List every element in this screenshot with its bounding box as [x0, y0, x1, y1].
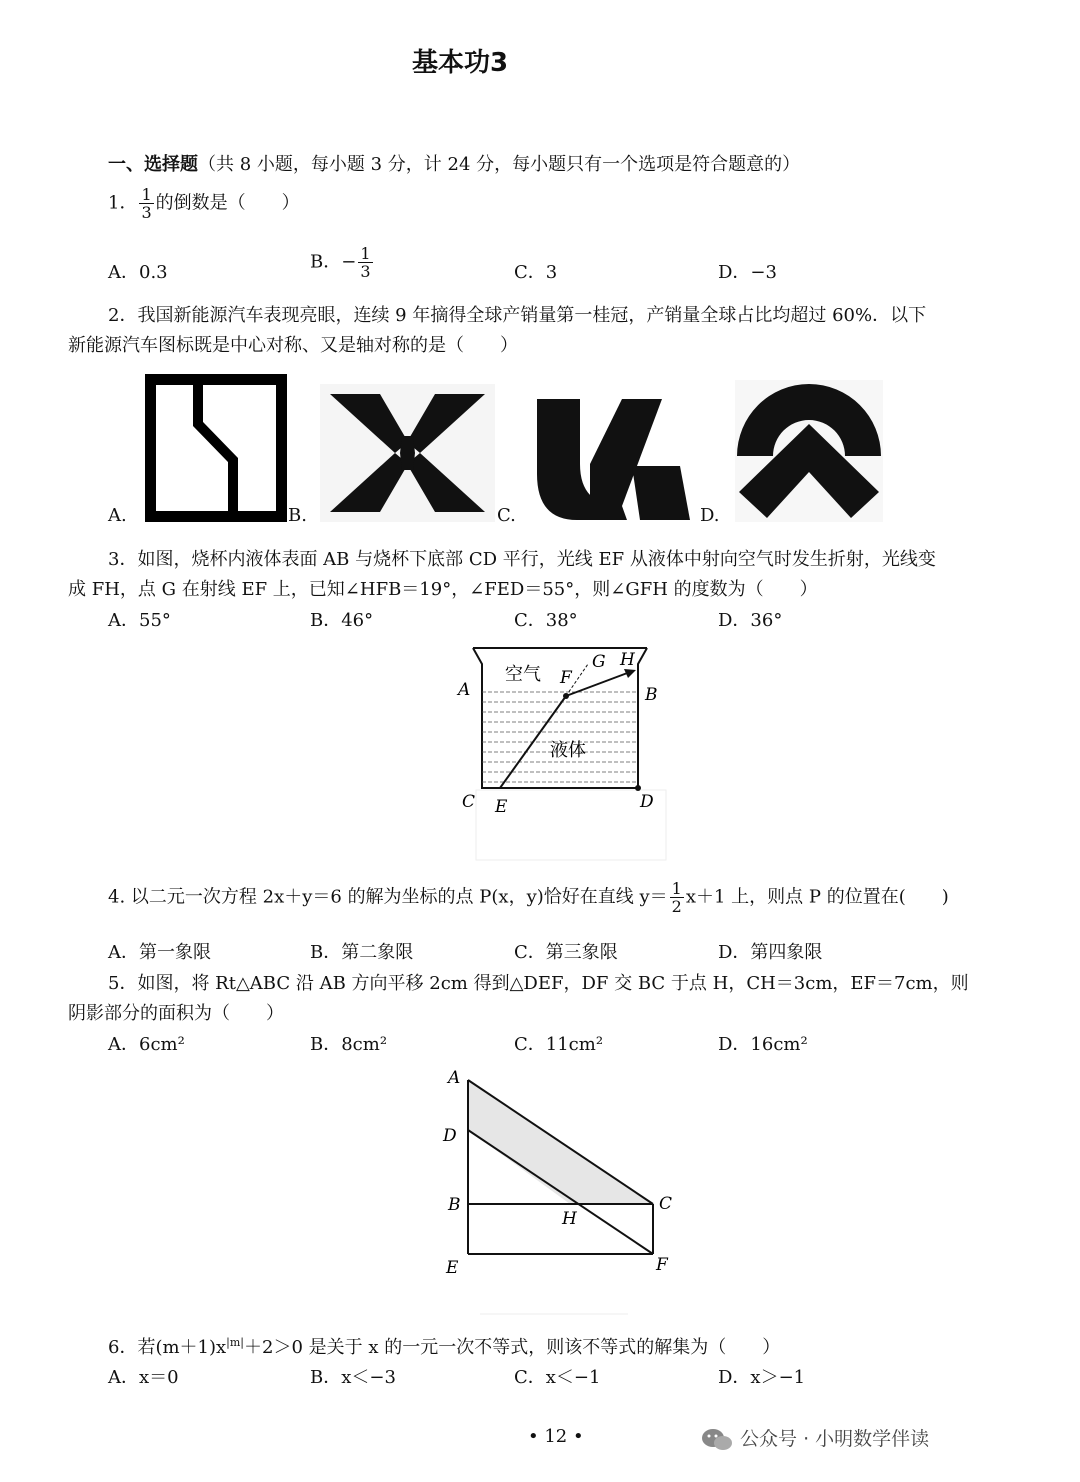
point-f: F: [560, 668, 572, 688]
page-title: 基本功3: [412, 48, 509, 78]
q1-text: 的倒数是（ ）: [155, 192, 300, 214]
watermark: [700, 1424, 929, 1454]
watermark-text: 公众号 · 小明数学伴读: [740, 1428, 930, 1450]
q6-option-b: B．x＜−3: [310, 1367, 396, 1388]
logo-b-image: [320, 384, 495, 522]
q4-text-a: 4. 以二元一次方程 2x＋y＝6 的解为坐标的点 P(x，y)恰好在直线 y＝: [108, 886, 668, 908]
q3-option-a: A．55°: [108, 610, 171, 631]
q1-option-b-num: 1: [360, 244, 371, 263]
logo-a-image: [145, 374, 287, 522]
section-note: （共 8 小题，每小题 3 分，计 24 分，每小题只有一个选项是符合题意的）: [198, 154, 801, 175]
q4-option-b: B．第二象限: [310, 942, 414, 963]
q6-option-d: D．x＞−1: [718, 1367, 806, 1388]
logo-c-image: [532, 394, 697, 522]
q1-option-b-fraction: [358, 245, 372, 280]
q1-option-c: C．3: [514, 262, 558, 283]
q3-option-c: C．38°: [514, 610, 578, 631]
q1-option-a: A．0.3: [108, 262, 168, 283]
section-heading: [108, 150, 800, 176]
page-number: • 12 •: [528, 1426, 584, 1447]
point-h: H: [620, 650, 635, 670]
q2-line-2: 新能源汽车图标既是中心对称、又是轴对称的是（ ）: [68, 335, 518, 356]
point-d: D: [443, 1126, 457, 1146]
q1-option-b: [310, 245, 375, 280]
point-b: B: [448, 1195, 461, 1215]
q5-option-a: A．6cm²: [108, 1034, 185, 1055]
q6-exponent: |m|: [226, 1336, 245, 1349]
q1-frac-num: 1: [141, 185, 152, 204]
q4-text-b: x＋1 上，则点 P 的位置在( ): [685, 886, 949, 908]
triangle-translation-figure: [440, 1062, 690, 1322]
question-1: [108, 186, 300, 221]
point-a: A: [458, 680, 471, 700]
logo-d-image: [735, 380, 883, 522]
q1-option-b-sign: −: [341, 251, 357, 273]
q2-label-b: B.: [288, 505, 307, 526]
question-6: [108, 1333, 780, 1359]
q5-line-1: 5．如图，将 Rt△ABC 沿 AB 方向平移 2cm 得到△DEF，DF 交 BC 于点 H，CH＝3cm，EF＝7cm，则: [108, 973, 969, 994]
section-title: 一、选择题: [108, 154, 198, 175]
q4-option-d: D．第四象限: [718, 942, 823, 963]
point-e: E: [446, 1258, 459, 1278]
q1-number: 1．: [108, 192, 138, 214]
point-f: F: [656, 1255, 668, 1275]
label-liquid: 液体: [550, 740, 586, 761]
point-a: A: [448, 1068, 461, 1088]
q4-frac-den: 2: [671, 897, 682, 916]
q3-line-1: 3．如图，烧杯内液体表面 AB 与烧杯下底部 CD 平行，光线 EF 从液体中射向空气时发生折射，光线变: [108, 549, 936, 570]
q2-label-a: A.: [108, 505, 127, 526]
q2-line-1: 2．我国新能源汽车表现亮眼，连续 9 年摘得全球产销量第一桂冠，产销量全球占比均超过 60%．以下: [108, 305, 927, 326]
point-d: D: [640, 792, 654, 812]
q5-line-2: 阴影部分的面积为（ ）: [68, 1003, 284, 1024]
q4-fraction: [670, 880, 684, 915]
q5-option-d: D．16cm²: [718, 1034, 808, 1055]
label-air: 空气: [505, 664, 541, 685]
q4-option-c: C．第三象限: [514, 942, 618, 963]
wechat-icon: [700, 1426, 734, 1454]
q4-frac-num: 1: [671, 879, 682, 898]
q6-text-a: 6．若(m＋1)x: [108, 1337, 227, 1358]
point-c: C: [659, 1194, 673, 1214]
q6-option-a: A．x＝0: [108, 1367, 179, 1388]
q1-fraction: [139, 186, 153, 221]
point-h: H: [562, 1209, 577, 1229]
q5-option-c: C．11cm²: [514, 1034, 604, 1055]
q2-label-d: D.: [700, 505, 720, 526]
q2-label-c: C.: [497, 505, 516, 526]
q6-text-b: ＋2＞0 是关于 x 的一元一次不等式，则该不等式的解集为（ ）: [244, 1337, 781, 1358]
q4-option-a: A．第一象限: [108, 942, 211, 963]
point-c: C: [462, 792, 476, 812]
q1-frac-den: 3: [141, 203, 152, 222]
point-e: E: [495, 797, 508, 817]
q6-option-c: C．x＜−1: [514, 1367, 601, 1388]
q3-line-2: 成 FH，点 G 在射线 EF 上，已知∠HFB＝19°，∠FED＝55°，则∠GFH 的度数为（ ）: [68, 579, 818, 600]
q3-option-b: B．46°: [310, 610, 374, 631]
question-4: [108, 880, 949, 915]
q1-option-b-den: 3: [360, 262, 371, 281]
q1-option-b-label: B．: [310, 251, 342, 273]
point-g: G: [592, 652, 606, 672]
q3-option-d: D．36°: [718, 610, 783, 631]
q1-option-d: D．−3: [718, 262, 777, 283]
q5-option-b: B．8cm²: [310, 1034, 388, 1055]
beaker-figure: [440, 640, 680, 865]
point-b: B: [645, 685, 658, 705]
